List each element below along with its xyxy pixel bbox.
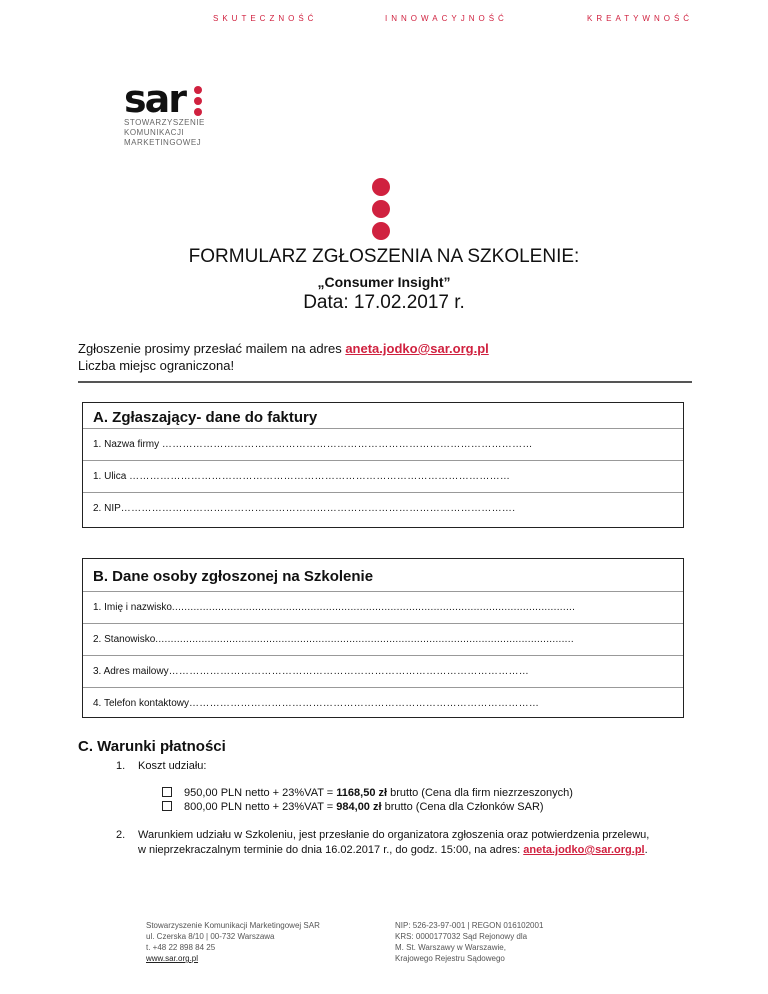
logo-subtitle-line: KOMUNIKACJI — [124, 128, 185, 137]
checkbox[interactable] — [162, 801, 172, 811]
section-a-box — [82, 402, 684, 528]
footer-line: NIP: 526-23-97-001 | REGON 016102001 — [395, 921, 544, 930]
option-amount: 1168,50 zł — [336, 787, 388, 799]
cost-label: Koszt udziału: — [138, 760, 207, 772]
condition-end: . — [644, 844, 648, 856]
header-word-1: SKUTECZNOŚĆ — [213, 14, 318, 23]
logo-subtitle-line: MARKETINGOWEJ — [124, 138, 202, 147]
phone-field[interactable] — [83, 688, 683, 719]
price-option-member — [162, 800, 573, 814]
intro-email-link[interactable]: aneta.jodko@sar.org.pl — [345, 341, 489, 356]
footer-line: Stowarzyszenie Komunikacji Marketingowej SAR — [146, 921, 320, 930]
footer-line: ul. Czerska 8/10 | 00-732 Warszawa — [146, 932, 275, 941]
field-label: 3. Adres mailowy — [93, 666, 169, 677]
position-field[interactable] — [83, 624, 683, 656]
field-label: 1. Nazwa firmy — [93, 439, 162, 450]
option-text: 950,00 PLN netto + 23%VAT = — [184, 787, 337, 799]
option-text: 800,00 PLN netto + 23%VAT = — [184, 801, 337, 813]
checkbox[interactable] — [162, 787, 172, 797]
option-text: brutto (Cena dla firm niezrzeszonych) — [387, 787, 573, 799]
section-a-heading: A. Zgłaszający- dane do faktury — [83, 403, 683, 429]
footer-registry — [395, 920, 543, 964]
logo-subtitle-line: STOWARZYSZENIE — [124, 118, 205, 127]
price-option-nonmember — [162, 786, 573, 800]
intro-text — [78, 340, 489, 374]
logo-subtitle — [124, 118, 205, 148]
footer-line: KRS: 0000177032 Sąd Rejonowy dla — [395, 932, 528, 941]
sar-logo — [124, 77, 205, 148]
field-label: 2. NIP — [93, 503, 121, 514]
item-number: 2. — [116, 829, 126, 841]
field-dots: ……………………………………………………………………………………………………. — [120, 503, 516, 514]
email-field[interactable] — [83, 656, 683, 688]
footer-line: M. St. Warszawy w Warszawie, — [395, 943, 506, 952]
option-text: brutto (Cena dla Członków SAR) — [381, 801, 544, 813]
training-date: Data: 17.02.2017 r. — [303, 292, 465, 313]
footer-address — [146, 920, 320, 964]
condition-text — [138, 828, 658, 858]
section-b-heading: B. Dane osoby zgłoszonej na Szkolenie — [83, 559, 683, 592]
logo-word: sar — [124, 77, 186, 121]
full-name-field[interactable] — [83, 592, 683, 624]
intro-line-2: Liczba miejsc ograniczona! — [78, 358, 235, 373]
field-dots: ................................................................................................................................... — [171, 602, 576, 613]
option-amount: 984,00 zł — [336, 801, 382, 813]
training-name: „Consumer Insight” — [317, 274, 451, 290]
website-link[interactable]: www.sar.org.pl — [146, 954, 199, 963]
field-dots: ………………………………………………………………………………………………… — [129, 471, 511, 482]
section-b-box — [82, 558, 684, 718]
price-options — [162, 786, 573, 814]
field-label: 1. Imię i nazwisko — [93, 602, 172, 613]
intro-line-1: Zgłoszenie prosimy przesłać mailem na adres — [78, 341, 346, 356]
company-name-field[interactable] — [83, 429, 683, 461]
field-dots: ………………………………………………………………………………………… — [189, 698, 540, 709]
footer-line: t. +48 22 898 84 25 — [146, 943, 216, 952]
condition-body: Warunkiem udziału w Szkoleniu, jest przesłanie do organizatora zgłoszenia oraz potwierdzenia przelewu, w nieprzekraczalnym terminie do dnia 16.02.2017 r., do godz. 15:00, na adres: — [138, 829, 650, 856]
field-label: 2. Stanowisko — [93, 634, 156, 645]
item-number: 1. — [116, 760, 126, 772]
dots-ornament-icon — [372, 178, 390, 244]
form-title: FORMULARZ ZGŁOSZENIA NA SZKOLENIE: — [188, 246, 580, 267]
logo-dots-icon — [194, 86, 202, 119]
field-label: 1. Ulica — [93, 471, 130, 482]
header-word-3: KREATYWNOŚĆ — [587, 14, 694, 23]
field-label: 4. Telefon kontaktowy — [93, 698, 189, 709]
divider — [78, 381, 692, 383]
field-dots: ........................................................................................................................................ — [155, 634, 574, 645]
cost-item — [116, 760, 207, 772]
field-dots: ……………………………………………………………………………………………… — [161, 439, 533, 450]
condition-email-link[interactable]: aneta.jodko@sar.org.pl — [523, 844, 645, 856]
section-c-heading: C. Warunki płatności — [78, 738, 226, 755]
footer-line: Krajowego Rejestru Sądowego — [395, 954, 505, 963]
header-word-2: INNOWACYJNOŚĆ — [385, 14, 508, 23]
street-field[interactable] — [83, 461, 683, 493]
field-dots: …………………………………………………………………………………………… — [168, 666, 530, 677]
nip-field[interactable] — [83, 493, 683, 524]
